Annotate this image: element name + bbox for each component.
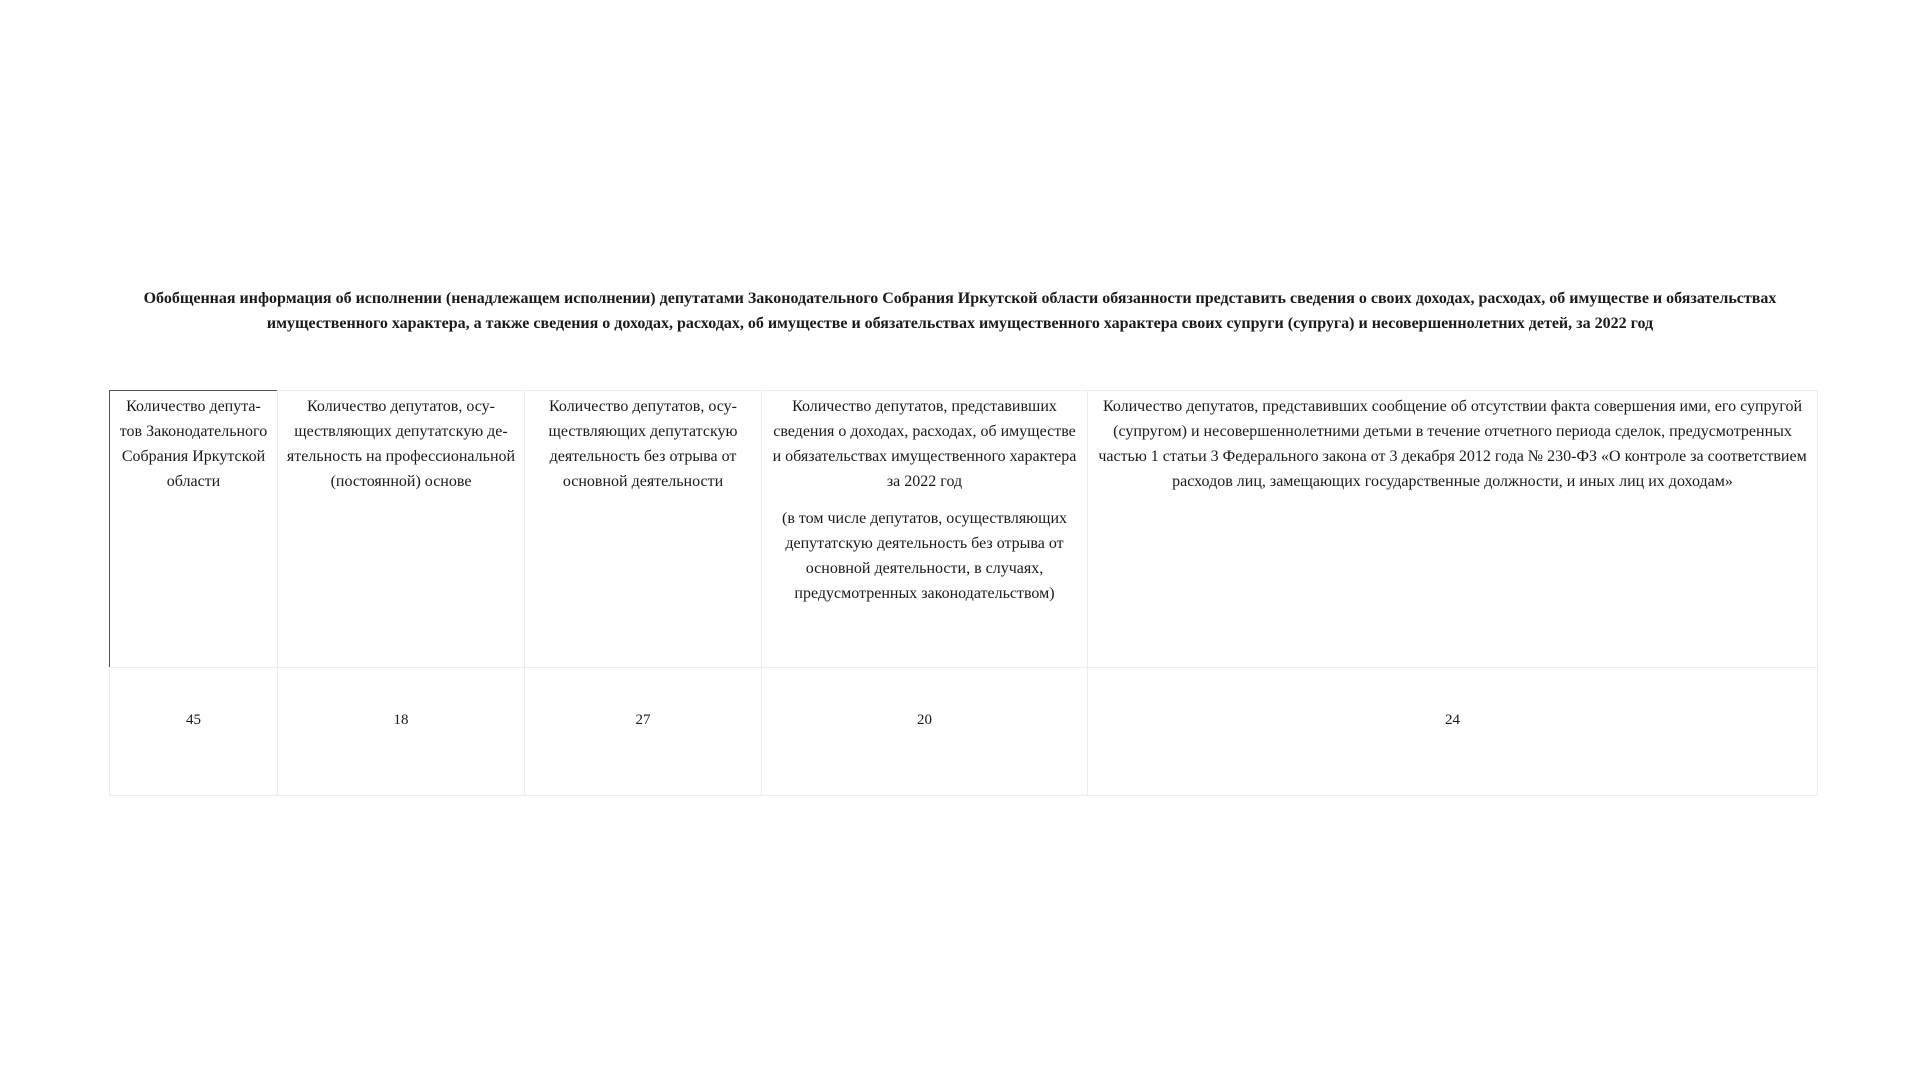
header-text: Количество депутатов, представивших сведения о доходах, расходах, об имуществе и обязательствах имущественного характера за 2022 год (772, 398, 1077, 490)
summary-table (109, 390, 1818, 796)
cell-value: 20 (917, 712, 932, 728)
header-text: Количество депутатов, осуществляющих депутатскую деятельность без отрыва от основной деятельности (548, 398, 738, 490)
header-text: Количество депутатов, осуществляющих депутатскую деятельность на профессиональной (постоянной) основе (286, 398, 516, 490)
cell-value: 27 (635, 712, 651, 728)
value-cell-submitted-declarations[interactable] (761, 667, 1088, 796)
value-cell-total-deputies[interactable] (109, 667, 278, 796)
header-text: Количество депутатов Законодательного Собрания Иркутской области (119, 398, 268, 490)
cell-value: 18 (393, 712, 409, 728)
value-cell-no-transactions-reports[interactable] (1087, 667, 1818, 796)
header-cell-total-deputies[interactable] (109, 390, 278, 668)
header-cell-submitted-declarations[interactable] (761, 390, 1088, 668)
document-title: Обобщенная информация об исполнении (ненадлежащем исполнении) депутатами Законодательного Собрания Иркутской области обязанности представить сведения о своих доходах, расходах, об имуществе и обязательствах имущественного характера, а также сведения о доходах, расходах, об имуществе и обязательствах имущественного характера своих супруги (супруга) и несовершеннолетних детей, за 2022 год (143, 290, 1777, 332)
cell-value: 24 (1445, 712, 1460, 728)
header-cell-non-released-deputies[interactable] (524, 390, 762, 668)
header-cell-no-transactions-reports[interactable] (1087, 390, 1818, 668)
value-cell-professional-deputies[interactable] (277, 667, 525, 796)
value-cell-non-released-deputies[interactable] (524, 667, 762, 796)
header-cell-professional-deputies[interactable] (277, 390, 525, 668)
header-text: Количество депутатов, представивших сообщение об отсутствии факта совершения ими, его супругой (супругом) и несовершеннолетними детьми в течение отчетного периода сделок, предусмотренных частью 1 статьи 3 Федерального закона от 3 декабря 2012 года № 230-ФЗ «О контроле за соответствием расходов лиц, замещающих государственные должности, и иных лиц их доходам» (1098, 398, 1807, 490)
header-note: (в том числе депутатов, осуществляющих депутатскую деятельность без отрыва от основной деятельности, в случаях, предусмотренных законодательством) (781, 510, 1068, 602)
cell-value: 45 (186, 712, 201, 728)
